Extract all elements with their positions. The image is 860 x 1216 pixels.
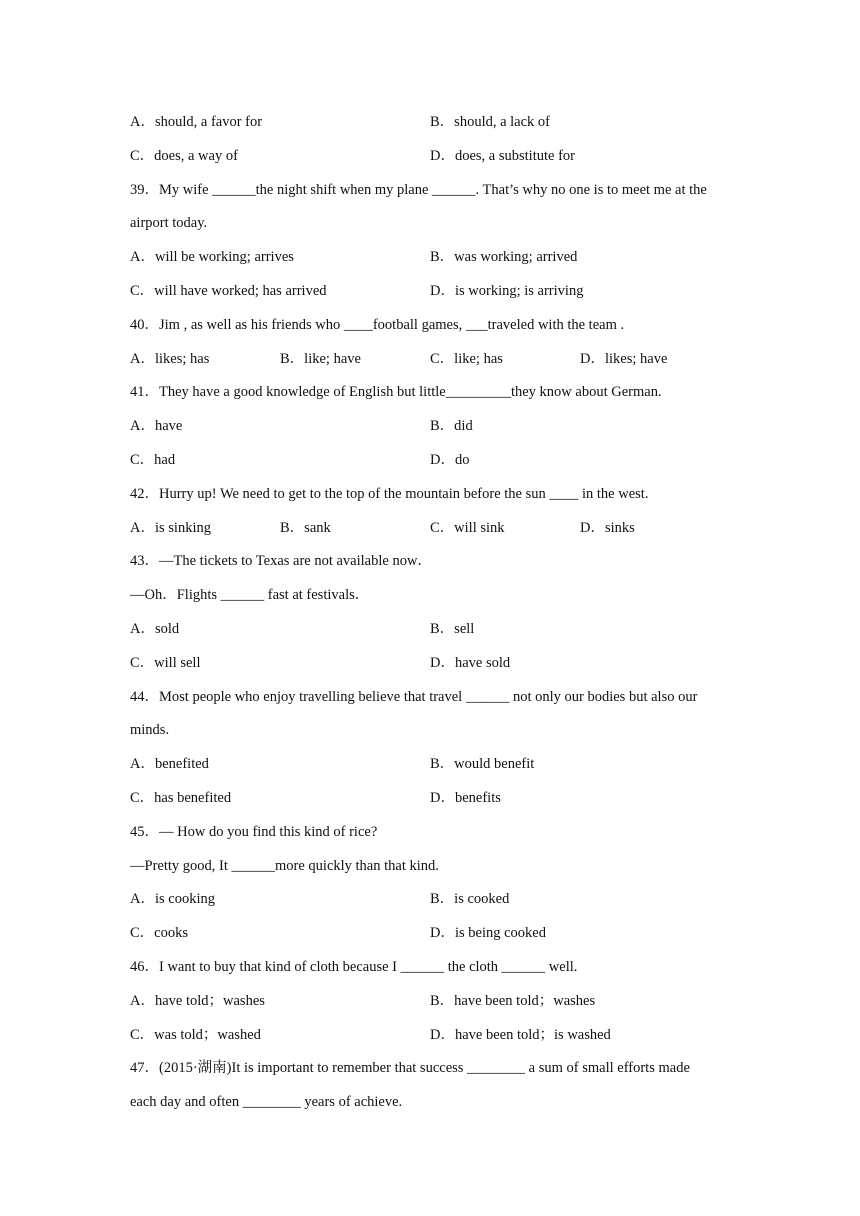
answer-options-row [130,788,750,808]
answer-options-row [130,247,750,267]
answer-option: C．will have worked; has arrived [130,283,327,299]
answer-options-row [130,349,750,369]
answer-option: A．benefited [130,756,209,773]
answer-options-row [130,416,750,436]
answer-option: A．is cooking [130,891,215,908]
answer-options-row [130,281,750,301]
answer-option: A．should, a favor for [130,114,263,130]
answer-option: C．was told；washed [130,1026,261,1043]
question-text-line: 43．—The tickets to Texas are not available now． [130,553,432,570]
answer-option: A．sold [130,621,180,637]
answer-option: D．is working; is arriving [430,283,584,299]
question-text-line: minds. [130,722,170,739]
answer-option: B．did [430,418,473,435]
question-text-line: 42．Hurry up! We need to get to the top of the mountain before the sun ____ in the west. [130,485,649,502]
answer-option: B．should, a lack of [430,114,551,130]
answer-option: A．likes; has [130,350,210,367]
answer-options-row [130,146,750,166]
answer-options-row [130,923,750,943]
answer-option: A．will be working; arrives [130,249,294,266]
answer-option: D．do [430,452,470,468]
answer-option: B．would benefit [430,756,535,773]
answer-option: C．has benefited [130,790,232,806]
answer-option: C．will sink [430,519,505,536]
answer-option: C．like; has [430,350,503,367]
question-text-line: each day and often ________ years of achieve. [130,1094,403,1111]
answer-option: C．cooks [130,925,188,942]
answer-options-row [130,112,750,132]
answer-option: A．is sinking [130,519,211,536]
answer-option: D．benefits [430,790,501,806]
question-text-line: —Pretty good, It ______more quickly than that kind. [130,857,439,874]
question-text-line: 47．(2015·湖南)It is important to remember that success ________ a sum of small efforts made [130,1060,690,1077]
answer-option: B．sell [430,621,475,637]
question-text-line: 39．My wife ______the night shift when my plane ______. That’s why no one is to meet me at the [130,181,707,198]
answer-options-row [130,889,750,909]
answer-options-row [130,991,750,1011]
answer-option: B．like; have [280,350,361,367]
answer-options-row [130,518,750,538]
answer-option: B．sank [280,519,331,536]
answer-option: D．likes; have [580,350,668,367]
answer-option: B．is cooked [430,891,510,908]
answer-option: D．does, a substitute for [430,147,575,164]
answer-options-row [130,653,750,673]
answer-option: B．was working; arrived [430,249,578,266]
question-text-line: 41．They have a good knowledge of English but little_________they know about German. [130,384,662,401]
question-text-line: 46．I want to buy that kind of cloth because I ______ the cloth ______ well. [130,959,578,975]
answer-option: D．have sold [430,654,511,671]
answer-option: D．have been told；is washed [430,1026,611,1043]
answer-option: C．had [130,452,176,468]
answer-option: B．have been told；washes [430,992,596,1009]
answer-option: A．have told；washes [130,992,265,1009]
answer-option: D．sinks [580,519,635,536]
answer-options-row [130,450,750,470]
question-text-line: 40．Jim , as well as his friends who ____football games, ___traveled with the team . [130,316,625,333]
question-text-line: 44．Most people who enjoy travelling believe that travel ______ not only our bodies but also our [130,688,698,705]
answer-option: C．will sell [130,654,201,671]
answer-option: C．does, a way of [130,147,238,164]
answer-options-row [130,1025,750,1045]
answer-option: D．is being cooked [430,925,546,942]
answer-options-row [130,619,750,639]
question-text-line: airport today. [130,215,208,232]
answer-option: A．have [130,418,183,435]
question-text-line: —Oh．Flights ______ fast at festivals． [130,587,370,604]
question-text-line: 45．— How do you find this kind of rice? [130,823,378,840]
answer-options-row [130,754,750,774]
